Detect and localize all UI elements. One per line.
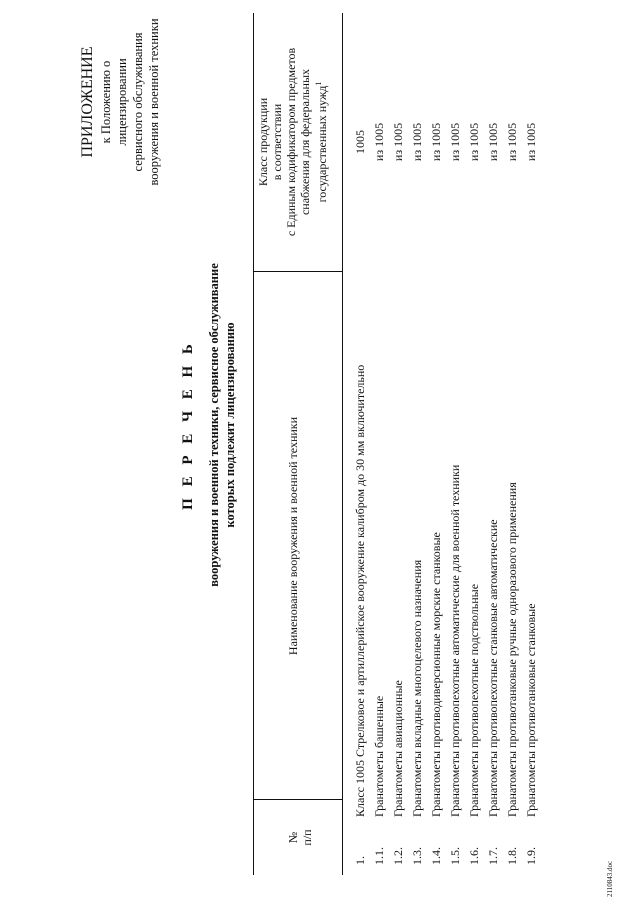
table-row	[503, 13, 522, 875]
row-number: 1.9.	[524, 847, 538, 865]
row-class: из 1005	[410, 122, 424, 162]
header-class-line: в соответствии	[270, 103, 284, 181]
row-class: из 1005	[448, 122, 462, 162]
row-number: 1.2.	[391, 847, 405, 865]
table-row	[370, 13, 389, 875]
row-class: из 1005	[429, 122, 443, 162]
row-name: Гранатометы противотанковые ручные одноразового применения	[505, 482, 519, 817]
row-number: 1.3.	[410, 847, 424, 865]
appendix-block	[78, 17, 162, 187]
row-name: Гранатометы противодиверсионные морские станковые	[429, 532, 443, 817]
header-name: Наименование вооружения и военной техники	[286, 416, 300, 656]
table-row	[446, 13, 465, 875]
table-row	[351, 13, 370, 875]
header-number-abbr: п/п	[300, 829, 314, 846]
subtitle-line: которых подлежит лицензированию	[223, 322, 237, 528]
header-class-line: с Единым кодификатором предметов	[284, 47, 298, 237]
row-class: из 1005	[467, 122, 481, 162]
header-class-line: государственных нужд$^1$	[314, 81, 329, 203]
row-number: 1.	[353, 856, 367, 865]
document-subtitle	[206, 75, 238, 775]
table-row	[427, 13, 446, 875]
header-class	[256, 13, 329, 271]
row-name: Гранатометы башенные	[372, 695, 386, 817]
header-class-line: снабжения для федеральных	[298, 68, 312, 216]
table-row	[465, 13, 484, 875]
row-class: 1005	[353, 130, 367, 154]
row-name: Гранатометы противопехотные станковые автоматические	[486, 519, 500, 817]
row-name: Гранатометы противопехотные автоматические для военной техники	[448, 464, 462, 817]
row-name: Гранатометы противопехотные подствольные	[467, 583, 481, 817]
row-number: 1.5.	[448, 847, 462, 865]
row-class: из 1005	[524, 122, 538, 162]
table-row	[522, 13, 541, 875]
subtitle-line: вооружения и военной техники, сервисное обслуживание	[207, 263, 221, 587]
row-name: Класс 1005 Стрелковое и артиллерийское вооружение калибром до 30 мм включительно	[353, 364, 367, 817]
row-name: Гранатометы вкладные многоцелевого назначения	[410, 559, 424, 817]
document-title: П Е Р Е Ч Е Н Ь	[180, 340, 196, 510]
header-number	[286, 800, 314, 875]
appendix-line: сервисного обслуживания	[131, 32, 145, 172]
footnote-marker: 1	[314, 81, 323, 86]
row-class: из 1005	[486, 122, 500, 162]
table-row	[408, 13, 427, 875]
row-number: 1.8.	[505, 847, 519, 865]
row-name: Гранатометы противотанковые станковые	[524, 603, 538, 817]
table-row	[389, 13, 408, 875]
header-class-line: Класс продукции	[256, 97, 270, 187]
row-number: 1.6.	[467, 847, 481, 865]
appendix-heading: ПРИЛОЖЕНИЕ	[79, 46, 96, 158]
row-number: 1.7.	[486, 847, 500, 865]
table-row	[484, 13, 503, 875]
header-number-sign: №	[286, 831, 300, 844]
row-class: из 1005	[391, 122, 405, 162]
row-class: из 1005	[505, 122, 519, 162]
row-number: 1.4.	[429, 847, 443, 865]
row-name: Гранатометы авиационные	[391, 680, 405, 817]
file-code: 2110843.doc	[606, 860, 614, 897]
appendix-line: к Положению о лицензировании	[99, 58, 129, 146]
row-class: из 1005	[372, 122, 386, 162]
table-header-rule	[342, 13, 343, 875]
table-top-rule	[253, 13, 254, 875]
appendix-line: вооружения и военной техники	[147, 18, 161, 186]
row-number: 1.1.	[372, 847, 386, 865]
